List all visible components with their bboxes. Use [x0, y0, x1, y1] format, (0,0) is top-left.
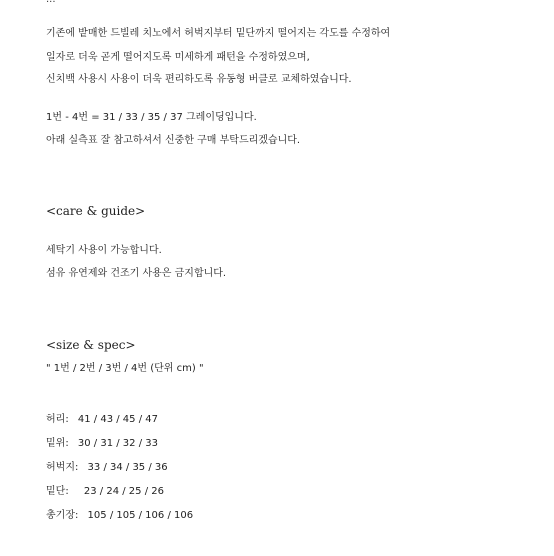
care-line-2: 섬유 유연제와 건조기 사용은 금지합니다. — [46, 268, 227, 279]
spec-label: 허리: — [46, 414, 69, 425]
spec-label: 허벅지: — [46, 462, 79, 473]
size-note: " 1번 / 2번 / 3번 / 4번 (단위 cm) " — [46, 363, 204, 374]
spec-label: 밑단: — [46, 486, 69, 497]
spec-row-thigh — [46, 458, 168, 473]
spec-label: 밑위: — [46, 438, 69, 449]
intro-line-1: 기존에 밭매한 드빌레 치노에서 허벅지부터 밑단까지 떨어지는 각도를 수정하여 — [46, 28, 391, 39]
intro-cut-top-line — [46, 0, 376, 4]
spec-values: 105 / 105 / 106 / 106 — [87, 510, 194, 521]
spec-values: 41 / 43 / 45 / 47 — [77, 414, 158, 425]
care-line-1: 세탁기 사용이 가능합니다. — [46, 245, 162, 256]
cut-bottom-line — [46, 548, 286, 556]
intro-line-4: 1번 - 4번 = 31 / 33 / 35 / 37 그레이딩입니다. — [46, 112, 257, 123]
spec-row-hem — [46, 482, 164, 497]
spec-label: 총기장: — [46, 510, 79, 521]
care-heading: <care & guide> — [46, 204, 146, 218]
spec-values: 23 / 24 / 25 / 26 — [83, 486, 164, 497]
spec-row-waist — [46, 410, 158, 425]
spec-row-rise — [46, 434, 158, 449]
spec-row-length — [46, 506, 193, 521]
spec-values: 30 / 31 / 32 / 33 — [77, 438, 158, 449]
intro-line-2: 일자로 더욱 곧게 떨어지도록 미세하게 패턴을 수정하였으며, — [46, 52, 310, 63]
intro-line-3: 신치백 사용시 사용이 더욱 편리하도록 유동형 버클로 교체하였습니다. — [46, 74, 352, 85]
spec-values: 33 / 34 / 35 / 36 — [87, 462, 168, 473]
intro-line-5: 아래 실측표 잘 참고하셔서 신중한 구매 부탁드리겠습니다. — [46, 135, 301, 146]
size-heading: <size & spec> — [46, 338, 136, 352]
